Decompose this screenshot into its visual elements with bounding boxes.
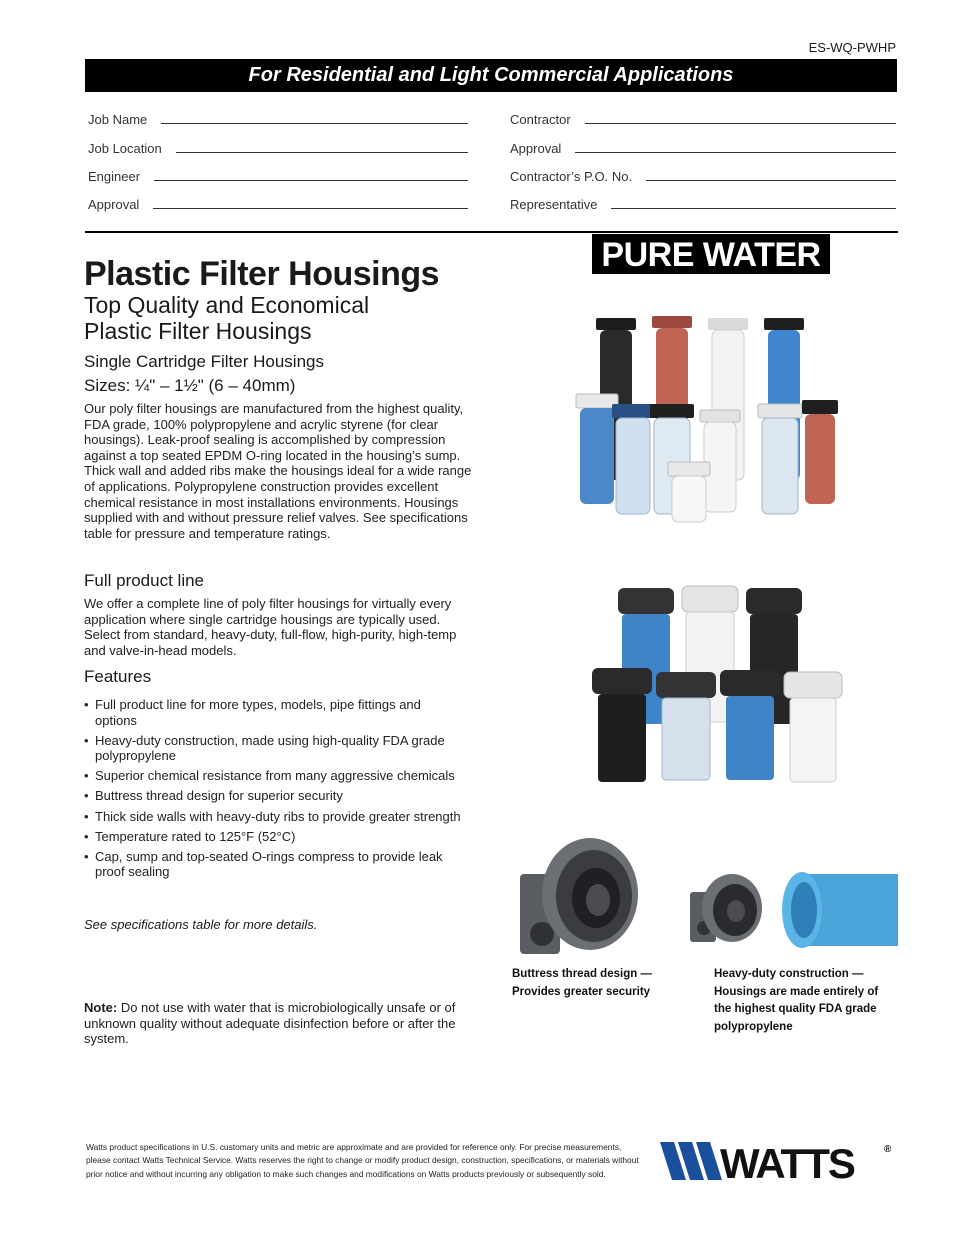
field-label: Job Location (88, 141, 162, 156)
housing-white-small (668, 462, 710, 522)
caption-heavy-duty: Heavy-duty construction — Housings are made entirely of the highest quality FDA grade polypropylene (714, 968, 879, 1033)
intro-paragraph: Our poly filter housings are manufactured from the highest quality, FDA grade, 100% polypropylene and acrylic styrene (for clear housings). Leak-proof sealing is accomplished by compression against a top seated EPDM O-ring located in the housing’s sump. Thick wall and added ribs make the housings ideal for a wide range of applications. Polypropylene construction provides excellent chemical resistance in most installations environments. Housings supplied with and without pressure relief valves. See specifications table for pressure and temperature ratings. (84, 401, 472, 541)
field-representative[interactable] (510, 197, 896, 212)
field-label: Representative (510, 197, 598, 212)
feature-text: Cap, sump and top-seated O-rings compress to provide leak proof sealing (95, 848, 443, 880)
field-contractor-po[interactable] (510, 169, 896, 184)
document-code: ES-WQ-PWHP (808, 40, 896, 55)
svg-text:®: ® (884, 1144, 892, 1155)
housing-clear-hd-front (656, 672, 716, 780)
field-label: Contractor (510, 112, 571, 127)
feature-text: Superior chemical resistance from many aggressive chemicals (95, 768, 455, 784)
legal-footnote: Watts product specifications in U.S. customary units and metric are approximate and are provided for reference only. For precise measurements, please contact Watts Technical Service. Watts reserves the right to change or modify product design, construction, specifications, or materials without prior notice and without incurring any obligation to make such changes and modifications on Watts products previously or subsequently sold. (86, 1142, 639, 1179)
housing-clear-front (612, 404, 654, 514)
housing-white-hd-front (784, 672, 842, 782)
page-subtitle (84, 292, 369, 344)
safety-note (84, 1000, 474, 1047)
field-label: Job Name (88, 112, 148, 127)
field-label: Engineer (88, 169, 141, 184)
field-approval-left[interactable] (88, 197, 468, 212)
section-heading-single: Single Cartridge Filter Housings (84, 352, 324, 371)
features-list (84, 697, 464, 884)
field-job-location[interactable] (88, 141, 468, 156)
note-label: Note: (84, 1000, 118, 1015)
application-banner: For Residential and Light Commercial Applications (85, 59, 897, 92)
subtitle-line: Plastic Filter Housings (84, 318, 312, 344)
housing-black-hd-front (592, 668, 652, 782)
photo-buttress-thread-cap (518, 834, 640, 962)
feature-text: Thick side walls with heavy-duty ribs to provide greater strength (95, 808, 461, 824)
field-label: Contractor’s P.O. No. (510, 169, 633, 184)
list-item: • Thick side walls with heavy-duty ribs to provide greater strength (84, 808, 461, 824)
list-item: • Cap, sump and top-seated O-rings compress to provide leak proof sealing (84, 848, 443, 880)
feature-text: Full product line for more types, models, pipe fittings and options (95, 697, 421, 728)
section-heading-features: Features (84, 667, 152, 686)
field-job-name[interactable] (88, 112, 468, 127)
list-item: • Heavy-duty construction, made using high-quality FDA grade polypropylene (84, 732, 445, 764)
feature-text: Temperature rated to 125°F (52°C) (95, 828, 296, 844)
field-engineer[interactable] (88, 169, 468, 184)
section-heading-full-line: Full product line (84, 571, 205, 590)
field-label: Approval (510, 141, 562, 156)
housing-red-right (802, 400, 838, 504)
housing-blue-front-left (576, 394, 618, 504)
list-item: • Full product line for more types, models, pipe fittings and options (84, 697, 421, 728)
sizes-heading: Sizes: ¼" – 1½" (6 – 40mm) (84, 376, 296, 395)
field-label: Approval (88, 197, 140, 212)
list-item: • Buttress thread design for superior security (84, 788, 343, 804)
housing-blue-hd-front (720, 670, 780, 780)
field-contractor[interactable] (510, 112, 896, 127)
watts-logo (660, 1140, 896, 1182)
product-photo-heavy-duty-housings (590, 582, 846, 786)
see-specs-note: See specifications table for more details. (84, 917, 318, 932)
section-divider (85, 231, 898, 233)
field-approval-right[interactable] (510, 141, 896, 156)
list-item: • Superior chemical resistance from many aggressive chemicals (84, 768, 455, 784)
list-item: • Temperature rated to 125°F (52°C) (84, 828, 296, 844)
full-line-paragraph: We offer a complete line of poly filter housings for virtually every application where single cartridge housings are typically used. Select from standard, heavy-duty, full-flow, high-purity, high-temp and valve-in-head models. (84, 596, 457, 658)
logo-text: WATTS (720, 1140, 854, 1182)
note-text: Do not use with water that is microbiologically unsafe or of unknown quality without adequate disinfection before or after the system. (84, 1000, 456, 1047)
feature-text: Buttress thread design for superior security (95, 788, 343, 804)
feature-text: Heavy-duty construction, made using high-quality FDA grade polypropylene (95, 732, 445, 764)
pure-water-badge: PURE WATER (592, 234, 830, 274)
photo-heavy-duty-construction (690, 870, 898, 950)
subtitle-line: Top Quality and Economical (84, 292, 370, 318)
caption-buttress-thread: Buttress thread design — Provides greater security (512, 968, 652, 998)
page-title: Plastic Filter Housings (84, 255, 440, 293)
product-photo-standard-housings (572, 312, 840, 526)
housing-clear-right (758, 404, 802, 514)
